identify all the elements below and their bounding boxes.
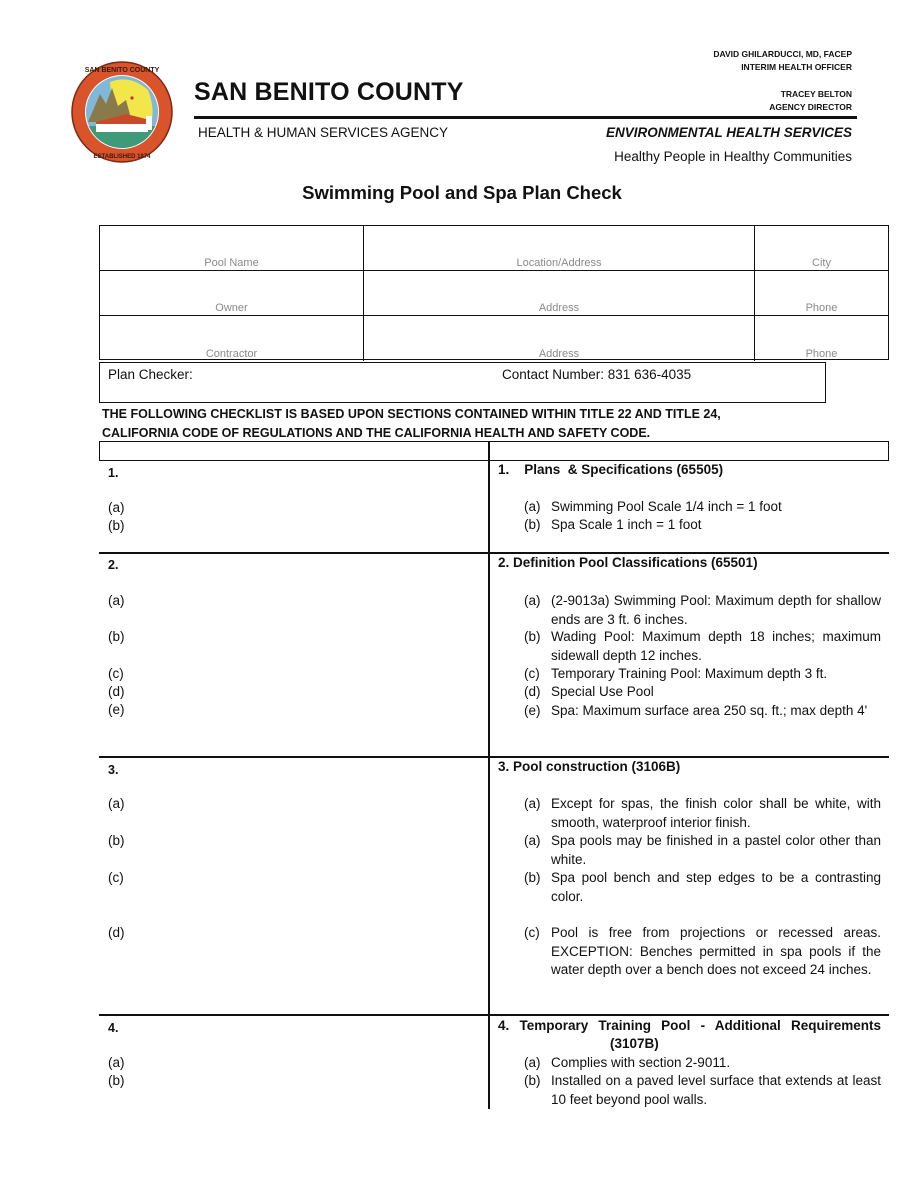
tagline: Healthy People in Healthy Communities (614, 149, 852, 164)
section-1-heading: 1. Plans & Specifications (65505) (498, 462, 724, 477)
owner-phone-field[interactable]: Phone (805, 302, 838, 314)
section-2-item-d: (d) Special Use Pool (524, 684, 654, 699)
officer-name: DAVID GHILARDUCCI, MD, FACEP (713, 49, 852, 59)
section-2-check-b[interactable]: (b) (108, 629, 125, 644)
section-4-heading: 4. Temporary Training Pool - Additional Requirements (498, 1018, 881, 1033)
info-row-pool (100, 226, 888, 271)
section-4-number: 4. (108, 1021, 119, 1035)
contractor-field[interactable]: Contractor (100, 316, 364, 361)
section-4-item-b: (b) Installed on a paved level surface that extends at least 10 feet beyond pool walls. (524, 1073, 881, 1107)
owner-address-field[interactable]: Address (364, 271, 755, 315)
checklist-header-row (99, 441, 889, 461)
section-1-item-b: (b) Spa Scale 1 inch = 1 foot (524, 517, 702, 532)
section-3-check-c[interactable]: (c) (108, 870, 124, 885)
seal-bottom-text: ESTABLISHED 1874 (93, 154, 151, 160)
county-seal-logo (70, 60, 174, 164)
agency-name: HEALTH & HUMAN SERVICES AGENCY (198, 125, 449, 140)
section-2-item-c: (c) Temporary Training Pool: Maximum depth 3 ft. (524, 666, 828, 681)
column-divider (488, 461, 490, 1109)
section-3-item-a: (a) Except for spas, the finish color shall be white, with smooth, waterproof interior finish. (524, 796, 881, 830)
location-address-field[interactable]: Location/Address (364, 226, 755, 270)
regulations-notice: THE FOLLOWING CHECKLIST IS BASED UPON SECTIONS CONTAINED WITHIN TITLE 22 AND TITLE 24, CALIFORNIA CODE OF REGULATIONS AND THE CALIFORNIA HEALTH AND SAFETY CODE. (102, 407, 721, 440)
pool-name-field[interactable]: Pool Name (100, 226, 364, 270)
section-3-check-a[interactable]: (a) (108, 796, 125, 811)
section-3-item-c: (c) Pool is free from projections or recessed areas. EXCEPTION: Benches permitted in spa pools if the water depth over a bench does not exceed 24 inches. (524, 925, 881, 977)
section-2-heading: 2. Definition Pool Classifications (65501) (498, 555, 758, 570)
header-rule (194, 116, 857, 119)
section-3-check-b[interactable]: (b) (108, 833, 125, 848)
section-2-item-a: (a) (2-9013a) Swimming Pool: Maximum depth for shallow ends are 3 ft. 6 inches. (524, 593, 881, 627)
contact-number: Contact Number: 831 636-4035 (502, 367, 692, 382)
section-2-number: 2. (108, 558, 119, 572)
section-3-item-a2: (a) Spa pools may be finished in a pastel color other than white. (524, 833, 881, 867)
section-divider (99, 552, 889, 554)
section-3-heading: 3. Pool construction (3106B) (498, 759, 681, 774)
officer-title: INTERIM HEALTH OFFICER (741, 62, 852, 72)
plan-checker-box[interactable] (99, 362, 826, 403)
agency-director-block (769, 88, 852, 114)
director-name: TRACEY BELTON (780, 89, 852, 99)
section-1-item-a: (a) Swimming Pool Scale 1/4 inch = 1 foot (524, 499, 782, 514)
section-divider (99, 756, 889, 758)
contractor-address-field[interactable]: Address (364, 316, 755, 361)
section-3-number: 3. (108, 763, 119, 777)
section-2-check-a[interactable]: (a) (108, 593, 125, 608)
plan-checker-label: Plan Checker: (108, 367, 193, 382)
section-2-check-c[interactable]: (c) (108, 666, 124, 681)
section-2-item-e: (e) Spa: Maximum surface area 250 sq. ft.; max depth 4' (524, 703, 868, 718)
info-row-contractor (100, 316, 888, 361)
section-4-check-a[interactable]: (a) (108, 1055, 125, 1070)
section-1-check-a[interactable]: (a) (108, 500, 125, 515)
pool-info-table (99, 225, 889, 360)
section-2-item-b: (b) Wading Pool: Maximum depth 18 inches; maximum sidewall depth 12 inches. (524, 629, 881, 663)
info-row-owner (100, 271, 888, 316)
document-title: Swimming Pool and Spa Plan Check (302, 182, 622, 203)
section-4-check-b[interactable]: (b) (108, 1073, 125, 1088)
county-name: SAN BENITO COUNTY (194, 78, 464, 106)
section-1-number: 1. (108, 466, 119, 480)
section-4-item-a: (a) Complies with section 2-9011. (524, 1055, 731, 1070)
section-1-check-b[interactable]: (b) (108, 518, 125, 533)
section-divider (99, 1014, 889, 1016)
city-field[interactable]: City (812, 257, 831, 269)
seal-top-text: SAN BENITO COUNTY (84, 67, 160, 74)
director-title: AGENCY DIRECTOR (769, 102, 852, 112)
section-4-heading-cont: (3107B) (610, 1036, 659, 1051)
section-3-item-b: (b) Spa pool bench and step edges to be a contrasting color. (524, 870, 881, 904)
section-2-check-d[interactable]: (d) (108, 684, 125, 699)
health-officer-block (713, 48, 852, 74)
section-3-check-d[interactable]: (d) (108, 925, 125, 940)
section-2-check-e[interactable]: (e) (108, 702, 125, 717)
owner-field[interactable]: Owner (100, 271, 364, 315)
department-name: ENVIRONMENTAL HEALTH SERVICES (605, 125, 852, 140)
contractor-phone-field[interactable]: Phone (805, 348, 838, 360)
